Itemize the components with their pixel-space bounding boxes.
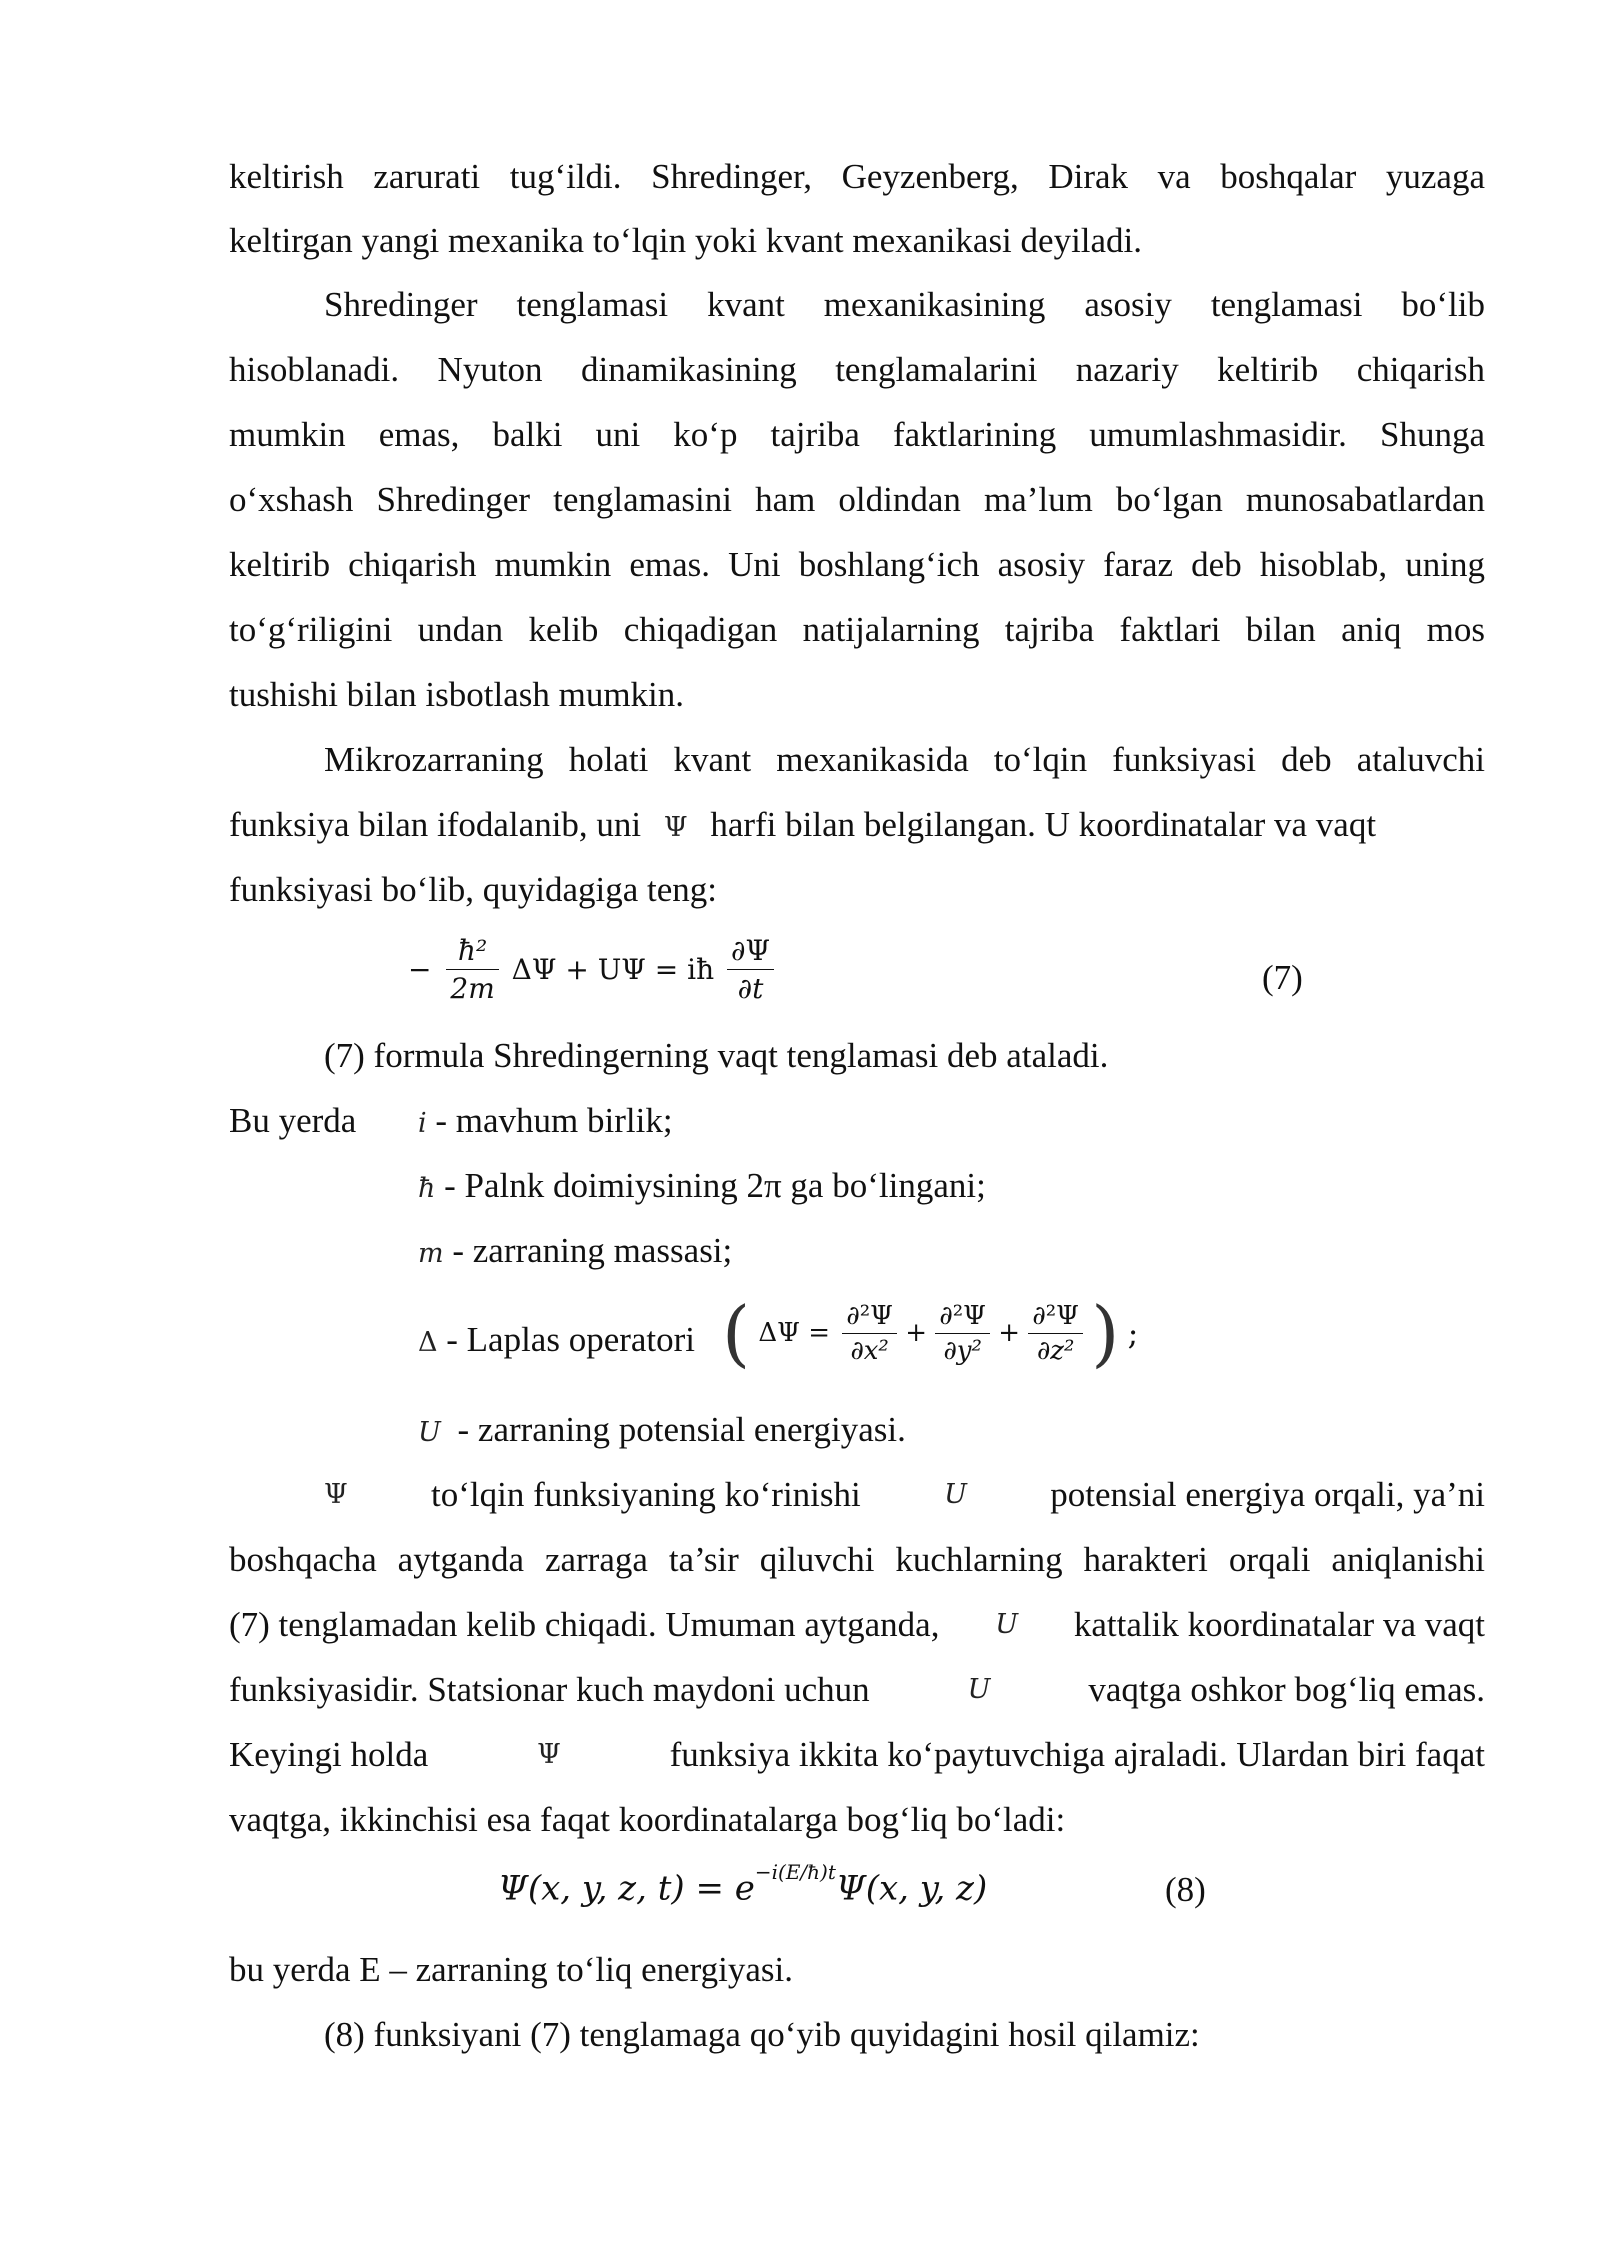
semicolon: ; — [1127, 1314, 1139, 1352]
equation-8 — [498, 1860, 988, 1909]
definition-i — [418, 1099, 673, 1146]
text-segment: vaqtga oshkor bog‘liq emas. — [1088, 1670, 1485, 1709]
eq-denominator: ∂t — [737, 972, 764, 1005]
text-line: boshqacha aytganda zarraga ta’sir qiluvchi kuchlarning harakteri orqali aniqlanishi — [229, 1540, 1485, 1579]
laplace-lhs: ΔΨ = — [758, 1318, 830, 1348]
eq-numerator: ∂²Ψ — [842, 1301, 897, 1334]
equation-number-7: (7) — [1262, 958, 1303, 997]
u-symbol: U — [967, 1674, 991, 1705]
psi-symbol: Ψ — [537, 1739, 561, 1770]
text-line: tushishi bilan isbotlash mumkin. — [229, 675, 685, 714]
text-segment: Keyingi holda — [229, 1735, 429, 1774]
definition-u — [418, 1408, 906, 1455]
psi-symbol: Ψ — [324, 1479, 348, 1510]
text-segment: to‘lqin funksiyaning ko‘rinishi — [431, 1475, 861, 1514]
eq-numerator: ∂²Ψ — [935, 1301, 990, 1334]
text-line: bu yerda E – zarraning to‘liq energiyasi. — [229, 1950, 794, 1989]
plus-sign: + — [905, 1318, 927, 1348]
text-line — [229, 1668, 1485, 1712]
psi-symbol: Ψ — [663, 812, 688, 843]
text-line: funksiyasi bo‘lib, quyidagiga teng: — [229, 870, 717, 909]
definition-laplace — [418, 1318, 695, 1365]
eq-denominator: ∂z² — [1036, 1335, 1075, 1366]
definition-hbar — [418, 1164, 986, 1211]
equation-number-8: (8) — [1165, 1870, 1206, 1909]
eq-middle: ΔΨ + UΨ = iħ — [511, 953, 715, 986]
laplace-term-y — [935, 1301, 990, 1366]
text-line: hisoblanadi. Nyuton dinamikasining tenglamalarini nazariy keltirib chiqarish — [229, 350, 1485, 389]
text-line: vaqtga, ikkinchisi esa faqat koordinatalarga bog‘liq bo‘ladi: — [229, 1800, 1066, 1839]
eq-numerator: ∂Ψ — [727, 934, 774, 970]
definition-text: - zarraning potensial energiyasi. — [457, 1410, 906, 1449]
text-line — [324, 1473, 1485, 1517]
text-line: (8) funksiyani (7) tenglamaga qo‘yib quyidagini hosil qilamiz: — [324, 2015, 1200, 2054]
laplace-formula — [722, 1290, 1138, 1376]
equation-7 — [408, 934, 774, 1005]
eq-fraction-hbar — [446, 934, 498, 1005]
plus-sign: + — [998, 1318, 1020, 1348]
text-line: Mikrozarraning holati kvant mexanikasida to‘lqin funksiyasi deb ataluvchi — [324, 740, 1485, 779]
text-segment: kattalik koordinatalar va vaqt — [1073, 1605, 1485, 1644]
definition-text: - mavhum birlik; — [435, 1101, 673, 1140]
definition-symbol: i — [418, 1108, 427, 1139]
eq8-rhs: Ψ(x, y, z) — [835, 1868, 988, 1909]
text-line: (7) formula Shredingerning vaqt tenglamasi deb ataladi. — [324, 1036, 1109, 1075]
definition-symbol: Δ — [418, 1327, 438, 1358]
eq-minus: − — [408, 953, 432, 986]
text-line: Shredinger tenglamasi kvant mexanikasining asosiy tenglamasi bo‘lib — [324, 285, 1485, 324]
text-segment: funksiya bilan ifodalanib, uni — [229, 805, 642, 844]
close-paren: ) — [1091, 1291, 1120, 1375]
eq8-lhs: Ψ(x, y, z, t) = e — [498, 1868, 755, 1909]
eq-fraction-dpsi-dt — [727, 934, 774, 1005]
text-line: keltirish zarurati tug‘ildi. Shredinger, Geyzenberg, Dirak va boshqalar yuzaga — [229, 157, 1485, 196]
bu-yerda-label: Bu yerda — [229, 1101, 357, 1140]
eq-denominator: ∂x² — [850, 1335, 889, 1366]
text-segment: harfi bilan belgilangan. U koordinatalar va vaqt — [710, 805, 1377, 844]
definition-symbol: ħ — [418, 1173, 436, 1204]
text-segment: (7) tenglamadan kelib chiqadi. Umuman aytganda, — [229, 1605, 940, 1644]
definition-text: - Palnk doimiysining 2π ga bo‘lingani; — [444, 1166, 986, 1205]
laplace-term-z — [1028, 1301, 1083, 1366]
text-segment: funksiya ikkita ko‘paytuvchiga ajraladi. Ulardan biri faqat — [669, 1735, 1485, 1774]
text-line: o‘xshash Shredinger tenglamasini ham oldindan ma’lum bo‘lgan munosabatlardan — [229, 480, 1485, 519]
eq8-exponent: −i(E/ħ)t — [754, 1860, 836, 1884]
text-line — [229, 803, 1485, 850]
definition-text: - Laplas operatori — [446, 1320, 696, 1359]
text-line: keltirgan yangi mexanika to‘lqin yoki kvant mexanikasi deyiladi. — [229, 221, 1143, 260]
eq-denominator: 2m — [450, 972, 495, 1005]
definition-symbol: m — [418, 1238, 444, 1269]
laplace-term-x — [842, 1301, 897, 1366]
open-paren: ( — [722, 1291, 751, 1375]
u-symbol: U — [944, 1479, 967, 1510]
text-segment: potensial energiya orqali, ya’ni — [1050, 1475, 1485, 1514]
text-line — [229, 1733, 1485, 1777]
definition-m — [418, 1229, 732, 1276]
text-segment: funksiyasidir. Statsionar kuch maydoni uchun — [229, 1670, 870, 1709]
definition-text: - zarraning massasi; — [452, 1231, 733, 1270]
text-line: keltirib chiqarish mumkin emas. Uni boshlang‘ich asosiy faraz deb hisoblab, uning — [229, 545, 1485, 584]
definition-symbol: U — [418, 1417, 441, 1448]
u-symbol: U — [995, 1609, 1019, 1640]
text-line: mumkin emas, balki uni ko‘p tajriba faktlarining umumlashmasidir. Shunga — [229, 415, 1485, 454]
eq-denominator: ∂y² — [943, 1335, 982, 1366]
text-line — [229, 1603, 1485, 1647]
eq-numerator: ħ² — [446, 934, 498, 970]
text-line: to‘g‘riligini undan kelib chiqadigan natijalarning tajriba faktlari bilan aniq mos — [229, 610, 1485, 649]
eq-numerator: ∂²Ψ — [1028, 1301, 1083, 1334]
